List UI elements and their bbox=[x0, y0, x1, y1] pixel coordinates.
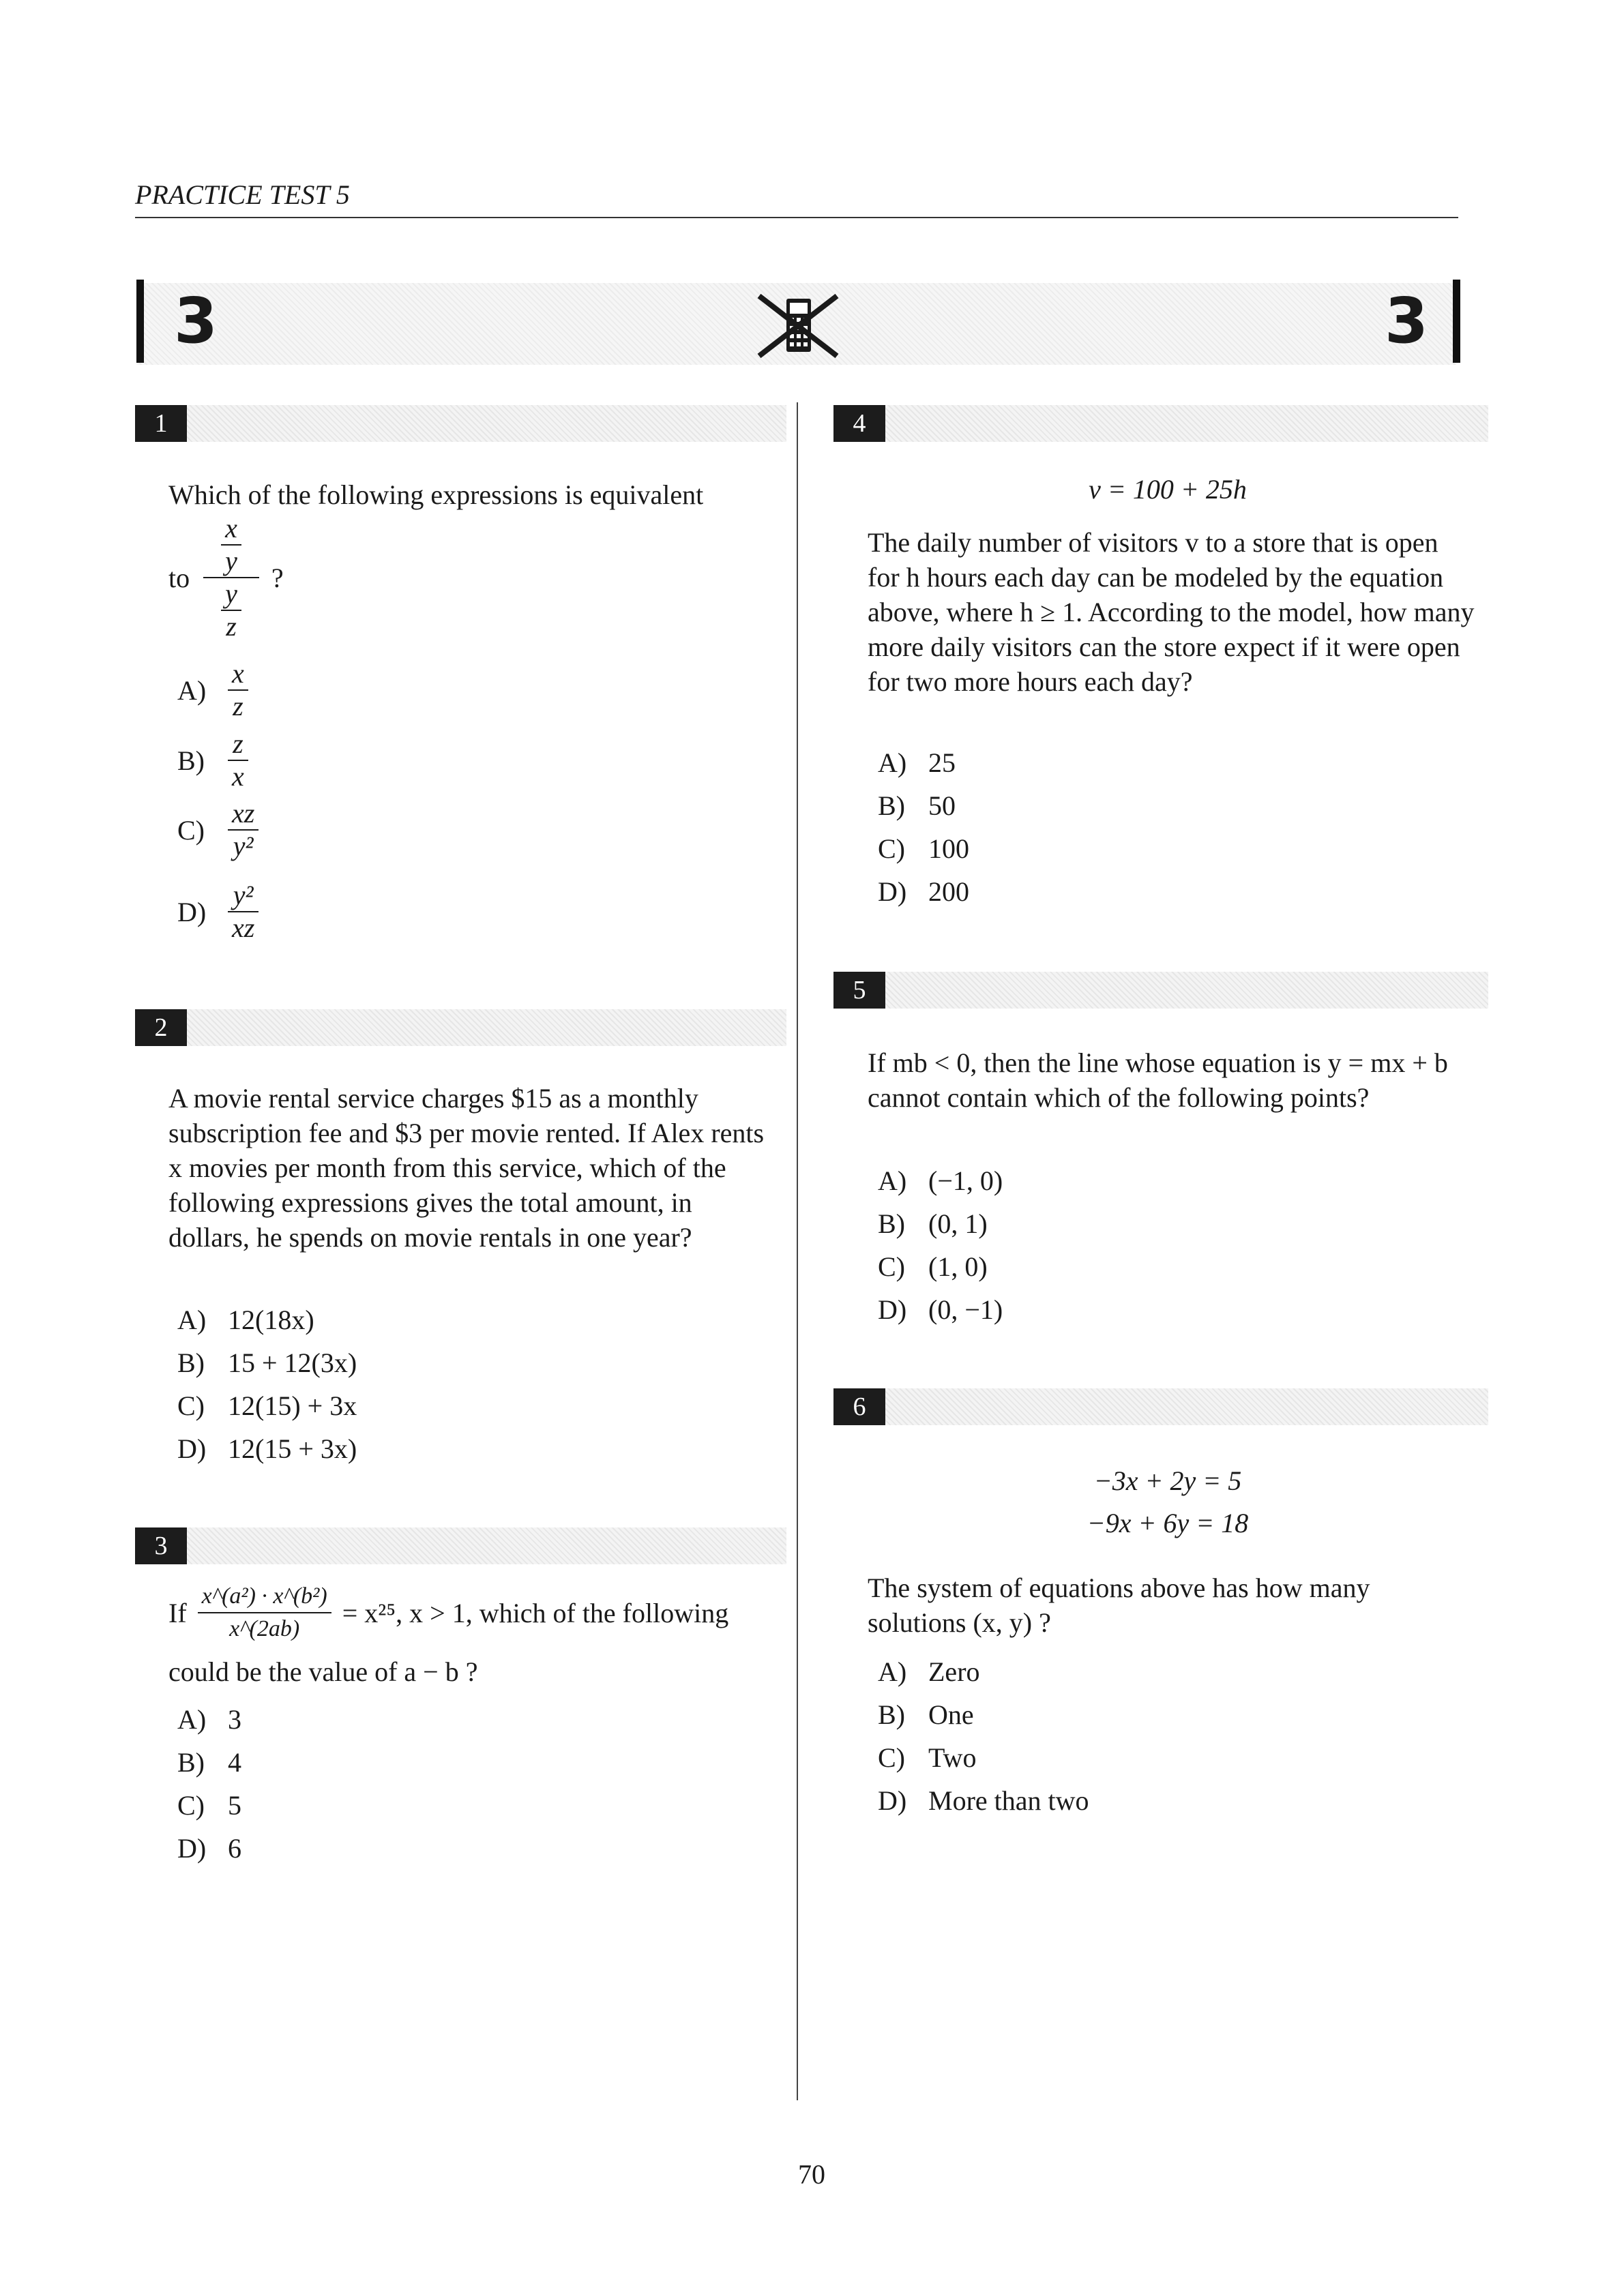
option-c[interactable]: C) 100 bbox=[878, 833, 969, 864]
section-bar-left bbox=[136, 280, 144, 363]
column-divider bbox=[797, 402, 798, 2100]
option-a[interactable]: A) $\frac{x}{z}$ bbox=[177, 658, 248, 722]
option-c[interactable]: C) 5 bbox=[177, 1790, 241, 1821]
page-number: 70 bbox=[798, 2159, 825, 2190]
question-4-header bbox=[833, 405, 1488, 442]
question-1-stem: Which of the following expressions is equivalent bbox=[168, 479, 704, 510]
question-number: 6 bbox=[833, 1388, 885, 1425]
option-a[interactable]: A) 12(18x) bbox=[177, 1304, 314, 1335]
question-2-header bbox=[135, 1009, 786, 1046]
question-number: 4 bbox=[833, 405, 885, 442]
running-title: PRACTICE TEST 5 bbox=[135, 179, 350, 210]
option-a[interactable]: A) (−1, 0) bbox=[878, 1165, 1003, 1196]
no-calculator-icon bbox=[754, 292, 842, 360]
option-b[interactable]: B) (0, 1) bbox=[878, 1208, 988, 1239]
option-b[interactable]: B) 15 + 12(3x) bbox=[177, 1347, 357, 1378]
option-d[interactable]: D) (0, −1) bbox=[878, 1294, 1003, 1325]
option-c[interactable]: C) Two bbox=[878, 1742, 977, 1773]
option-d[interactable]: D) 12(15 + 3x) bbox=[177, 1433, 357, 1464]
question-3-stem-line1: If $\frac{\text{x\textasciicircum{}(a²) · x\textasciicircum{}(b²)}}{x\^{}(2ab)}$ = x²⁵, x > 1, which of the following bbox=[168, 1581, 728, 1645]
option-c[interactable]: C) (1, 0) bbox=[878, 1251, 988, 1282]
question-1-expression: to $\frac{\frac{x}{y}}{\frac{y}{z}}$ ? bbox=[168, 513, 284, 642]
section-number-right: 3 bbox=[1385, 284, 1429, 357]
question-number: 3 bbox=[135, 1527, 187, 1564]
question-6-equation-2: −9x + 6y = 18 bbox=[1087, 1508, 1249, 1538]
option-c[interactable]: C) 12(15) + 3x bbox=[177, 1390, 357, 1421]
question-6-equation-1: −3x + 2y = 5 bbox=[1093, 1465, 1242, 1496]
option-d[interactable]: D) More than two bbox=[878, 1785, 1089, 1816]
question-2-stem: A movie rental service charges $15 as a monthly subscription fee and $3 per movie rented. If Alex rents x movies per month from this service, which of the following expressions gives the total amount, in dollars, he spends on movie rentals in one year? bbox=[168, 1083, 765, 1253]
option-b[interactable]: B) 50 bbox=[878, 790, 956, 821]
question-number: 2 bbox=[135, 1009, 187, 1046]
section-bar-right bbox=[1453, 280, 1460, 363]
option-d[interactable]: D) $\frac{\text{y²}}{xz}$ bbox=[177, 880, 259, 944]
option-a[interactable]: A) 3 bbox=[177, 1704, 241, 1735]
option-a[interactable]: A) 25 bbox=[878, 747, 956, 778]
question-5-stem: If mb < 0, then the line whose equation is y = mx + b cannot contain which of the following points? bbox=[868, 1047, 1448, 1113]
question-3-header bbox=[135, 1527, 786, 1564]
question-6-stem: The system of equations above has how many solutions (x, y) ? bbox=[868, 1572, 1370, 1638]
option-b[interactable]: B) $\frac{z}{x}$ bbox=[177, 728, 248, 792]
option-b[interactable]: B) 4 bbox=[177, 1747, 241, 1778]
section-number-left: 3 bbox=[174, 284, 218, 357]
question-6-header bbox=[833, 1388, 1488, 1425]
question-number: 5 bbox=[833, 972, 885, 1009]
question-4-equation: v = 100 + 25h bbox=[1089, 474, 1247, 505]
question-3-stem-line2: could be the value of a − b ? bbox=[168, 1656, 478, 1687]
option-d[interactable]: D) 6 bbox=[177, 1833, 241, 1864]
option-c[interactable]: C) $\frac{xz}{\text{y²}}$ bbox=[177, 798, 259, 862]
header-rule bbox=[135, 217, 1458, 218]
option-b[interactable]: B) One bbox=[878, 1699, 974, 1730]
question-number: 1 bbox=[135, 405, 187, 442]
option-a[interactable]: A) Zero bbox=[878, 1656, 980, 1687]
option-d[interactable]: D) 200 bbox=[878, 876, 969, 907]
question-1-header bbox=[135, 405, 786, 442]
question-4-stem: The daily number of visitors v to a store that is open for h hours each day can be modeled by the equation above, where h ≥ 1. According to the model, how many more daily visitors can the store expect if it were open for two more hours each day? bbox=[868, 527, 1475, 697]
question-5-header bbox=[833, 972, 1488, 1009]
